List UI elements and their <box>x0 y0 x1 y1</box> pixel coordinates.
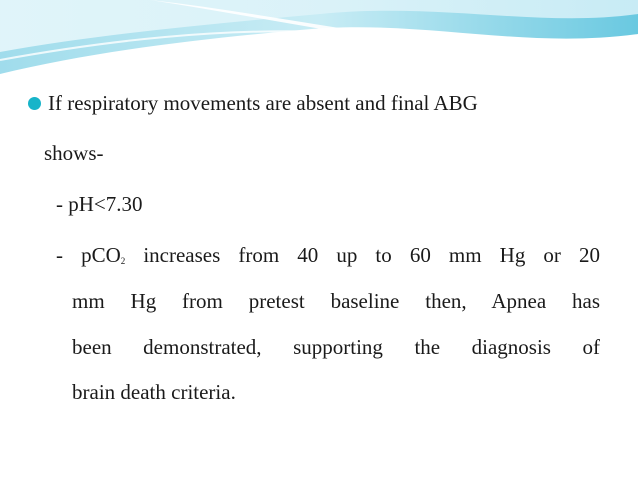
pco2-prefix: - pCO <box>56 243 121 267</box>
list-item-pco2 <box>56 243 600 267</box>
list-item-continued-2: been demonstrated, supporting the diagnosis of <box>72 335 600 359</box>
bullet-dot-icon <box>28 97 41 110</box>
list-item-ph: - pH<7.30 <box>56 192 143 216</box>
list-item-continued-1: mm Hg from pretest baseline then, Apnea has <box>72 289 600 313</box>
pco2-text: increases from 40 up to 60 mm Hg or 20 <box>125 243 600 267</box>
bullet-text-continued: shows- <box>44 141 104 165</box>
list-item-continued-3: brain death criteria. <box>72 380 236 404</box>
pco2-subscript: 2 <box>120 256 126 266</box>
bullet-text: If respiratory movements are absent and final ABG <box>48 91 478 115</box>
